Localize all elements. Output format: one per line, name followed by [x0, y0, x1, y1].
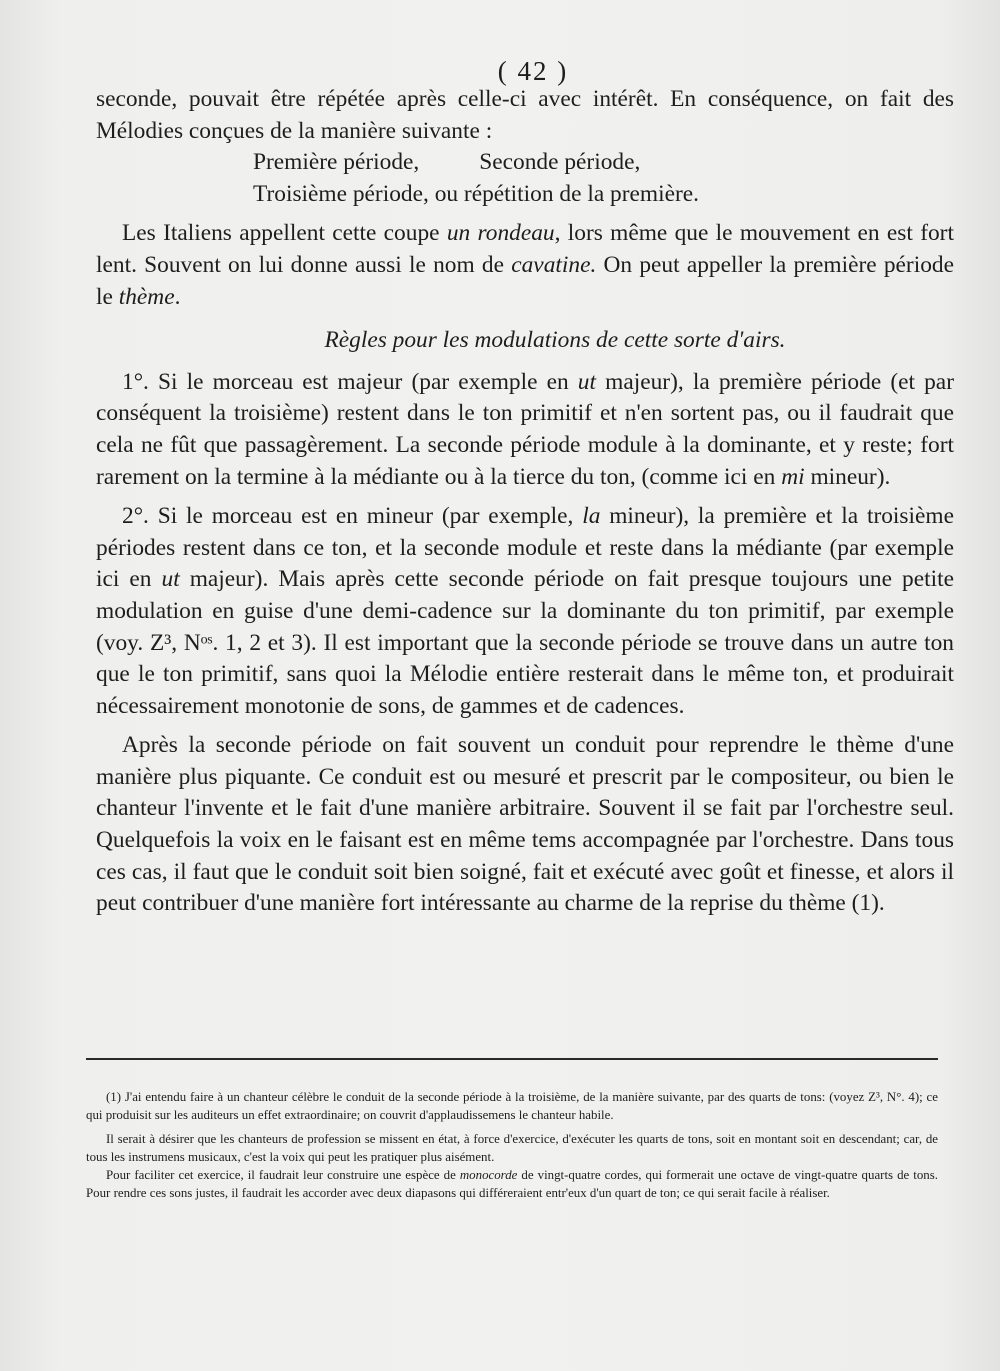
first-period: Première période,: [253, 149, 420, 176]
paragraph-conduit: Après la seconde période on fait souvent un conduit pour reprendre le thème d'une manière plus piquante. Ce conduit est ou mesuré et prescrit par le compositeur, ou bien le chanteur l'invente et le fait d'une manière arbitraire. Souvent il se fait par l'orchestre seul. Quelquefois la voix en le faisant est en même tems accompagnée par l'orchestre. Dans tous ces cas, il faut que le conduit soit bien soigné, fait et exécuté avec goût et finesse, et alors il peut contribuer d'une manière fort intéressante au charme de la reprise du thème (1).: [96, 732, 954, 917]
periods-line-2: Troisième période, ou répétition de la première.: [253, 180, 700, 207]
footnote-2: Il serait à désirer que les chanteurs de profession se missent en état, à force d'exercice, d'exécuter les quarts de tons, soit en montant soit en descendant; car, de tous les instrumens musicaux, c'est la voix qui peut les pratiquer plus aisément.: [86, 1132, 938, 1164]
second-period: Seconde période,: [479, 149, 641, 176]
paragraph-rule-1: 1°. Si le morceau est majeur (par exemple en ut majeur), la première période (et par conséquent la troisième) restent dans le ton primitif et n'en sortent pas, ou il faudrait que cela ne fût que passagèrement. La seconde période module à la dominante, et y reste; fort rarement on la termine à la médiante ou à la tierce du ton, (comme ici en mi mineur).: [96, 368, 954, 490]
footnote-divider: [86, 1058, 938, 1060]
footnotes: [86, 1088, 938, 1202]
paragraph-1: seconde, pouvait être répétée après celle-ci avec intérêt. En conséquence, on fait des Mélodies conçues de la manière suivante :: [96, 86, 954, 144]
section-heading: Règles pour les modulations de cette sorte d'airs.: [324, 327, 786, 354]
paragraph-2: Les Italiens appellent cette coupe un rondeau, lors même que le mouvement en est fort lent. Souvent on lui donne aussi le nom de cavatine. On peut appeller la première période le thème.: [96, 220, 954, 310]
footnote-3: Pour faciliter cet exercice, il faudrait leur construire une espèce de monocorde de vingt-quatre cordes, qui formerait une octave de vingt-quatre quarts de tons. Pour rendre ces sons justes, il faudrait les accorder avec deux diapasons qui différeraient entr'eux d'un quart de ton; ce qui serait facile à réaliser.: [86, 1168, 938, 1200]
footnote-1: (1) J'ai entendu faire à un chanteur célèbre le conduit de la seconde période à la troisième, de la manière suivante, par des quarts de tons: (voyez Z³, N°. 4); ce qui produisit sur les auditeurs un effet extraordinaire; on couvrit d'applaudissemens le chanteur habile.: [86, 1090, 938, 1122]
periods-line-1: [96, 147, 954, 179]
page-number: ( 42 ): [497, 56, 569, 86]
main-text: [96, 84, 954, 920]
paragraph-rule-2: 2°. Si le morceau est en mineur (par exemple, la mineur), la première et la troisième périodes restent dans ce ton, et la seconde module et reste dans la médiante (par exemple ici en ut majeur). Mais après cette seconde période on fait presque toujours une petite modulation en guise d'une demi-cadence sur la dominante du ton primitif, par exemple (voy. Z³, Nᵒˢ. 1, 2 et 3). Il est important que la seconde période se trouve dans un autre ton que le ton primitif, sans quoi la Mélodie entière resterait dans le même ton, et produirait nécessairement monotonie de sons, de gammes et de cadences.: [96, 503, 954, 719]
